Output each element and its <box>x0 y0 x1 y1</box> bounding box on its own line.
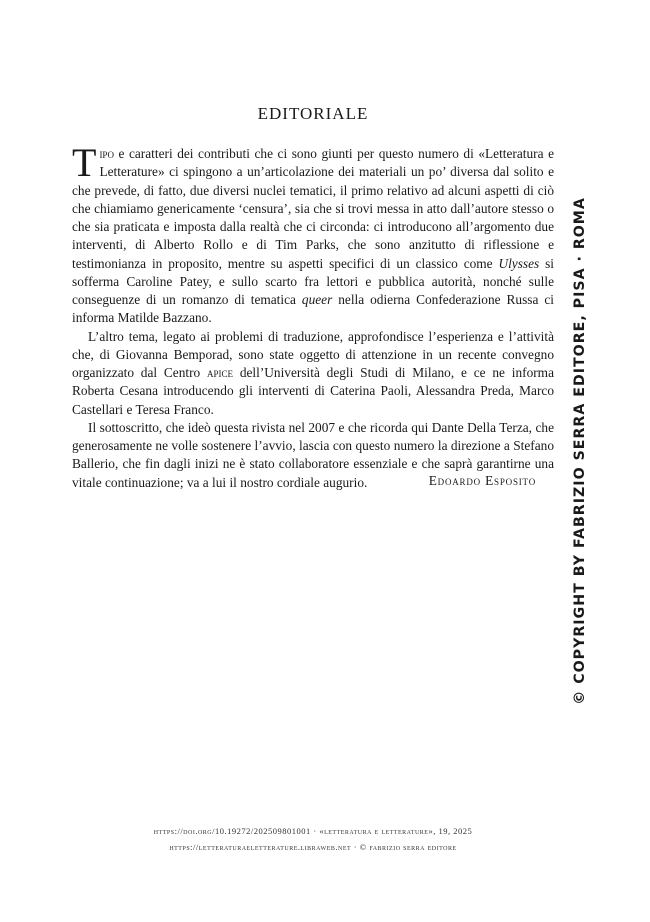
paragraph-3: Il sottoscritto, che ideò questa rivista nel 2007 e che ricorda qui Dante Della Terza, che generosamente ne volle sostenere l’avvio, lascia con questo numero la direzione a Stefano Ballerio, che fin dagli inizi ne è stato collaboratore essenziale e che saprà garantirne una vitale continuazione; va a lui il nostro cordiale augurio. <box>72 419 554 490</box>
footer-url-line: https://letteraturaeletterature.libraweb.net · © fabrizio serra editore <box>169 842 457 852</box>
italic-title-ulysses: Ulysses <box>498 255 540 271</box>
paragraph-1 <box>72 140 554 328</box>
copyright-notice: © COPYRIGHT BY FABRIZIO SERRA EDITORE, PISA · ROMA <box>572 197 588 705</box>
lead-smallcaps: ipo <box>99 146 114 161</box>
paragraph-2 <box>72 328 554 419</box>
paragraph-1-text-c: nella odierna Confederazione Russa ci informa Matilde Bazzano. <box>72 292 554 326</box>
paragraph-1-text-b: si sofferma Caroline Patey, e sullo scarto fra lettori e pubblica autorità, nonché sulle conseguenze di un romanzo di tematica <box>72 255 554 307</box>
paragraph-2-text-b: dell’Università degli Studi di Milano, e ce ne informa Roberta Cesana introducendo gli interventi di Caterina Paoli, Alessandra Preda, Marco Castellari e Teresa Franco. <box>72 365 554 417</box>
paragraph-2-text-a: L’altro tema, legato ai problemi di traduzione, approfondisce l’esperienza e l’attività che, di Giovanna Bemporad, sono state oggetto di attenzione in un recente convegno organizzato dal Centro <box>72 328 554 380</box>
author-signature: Edoardo Esposito <box>428 473 536 488</box>
drop-cap: T <box>72 140 97 185</box>
italic-word-queer: queer <box>301 292 333 307</box>
editorial-body <box>72 140 554 492</box>
paragraph-1-text-a: e caratteri dei contributi che ci sono giunti per questo numero di «Letteratura e Letterature» ci spingono a un’articolazione dei materiali un po’ diversa dal solito e che prevede, di fatto, due diversi nuclei tematici, il primo relativo ad alcuni aspetti di ciò che chiamiamo genericamente ‘censura’, sia che si trovi messa in atto dall’autore stesso o che sia praticata e imposta dalla realtà che ci circonda: ci introducono all’argomento due interventi, di Alberto Rollo e di Tim Parks, che sono anzitutto di riflessione e testimonianza in proposito, mentre su aspetti specifici di un classico come <box>72 146 554 271</box>
apice-smallcaps: apice <box>207 365 234 380</box>
footer-doi-line: https://doi.org/10.19272/202509801001 · «letteratura e letterature», 19, 2025 <box>153 826 473 836</box>
page-title: EDITORIALE <box>257 104 369 123</box>
